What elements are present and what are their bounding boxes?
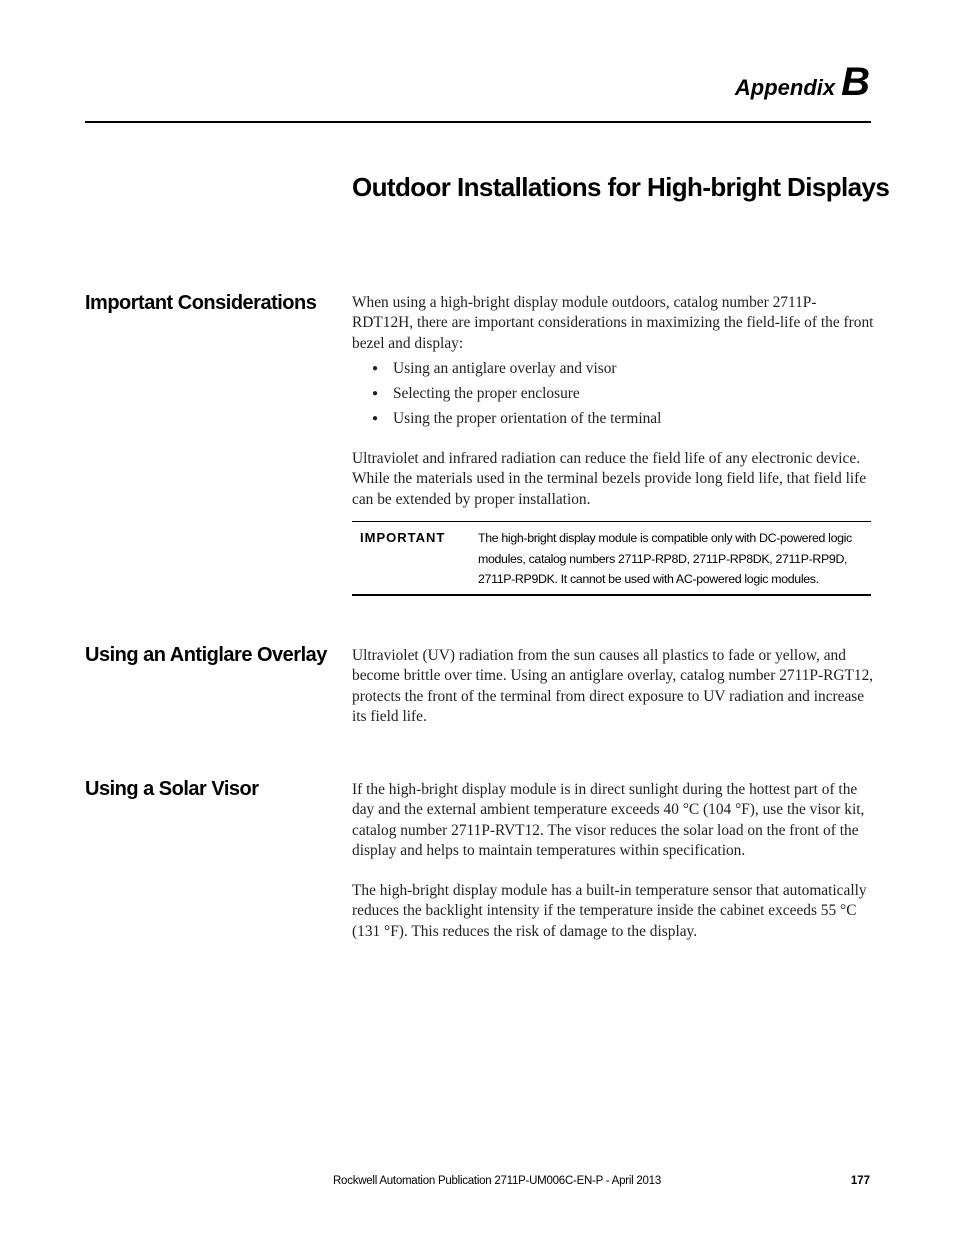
bullet-icon: ●	[372, 388, 379, 399]
page-title: Outdoor Installations for High-bright Displays	[352, 172, 890, 202]
list-item	[372, 356, 661, 381]
important-text: The high-bright display module is compatible only with DC-powered logic modules, catalog numbers 2711P-RP8D, 2711P-RP8DK, 2711P-RP9D, 2711P-RP9DK. It cannot be used with AC-powered logic modules.	[478, 531, 852, 586]
header-rule	[85, 121, 871, 123]
page-number: 177	[850, 1175, 870, 1187]
important-note-box	[352, 521, 871, 596]
paragraph-antiglare: Ultraviolet (UV) radiation from the sun causes all plastics to fade or yellow, and become brittle over time. Using an antiglare overlay, catalog number 2711P-RGT12, protects the front of the terminal from direct exposure to UV radiation and increase its field life.	[352, 647, 874, 725]
section-heading-antiglare-overlay: Using an Antiglare Overlay	[85, 644, 327, 666]
appendix-label	[735, 62, 870, 102]
section-heading-important-considerations: Important Considerations	[85, 292, 317, 314]
paragraph-visor: If the high-bright display module is in direct sunlight during the hottest part of the day and the external ambient temperature exceeds 40 °C (104 °F), use the visor kit, catalog number 2711P-RVT12. The visor reduces the solar load on the front of the display and helps to maintain temperatures within specification.	[352, 781, 865, 859]
footer-publication: Rockwell Automation Publication 2711P-UM006C-EN-P - April 2013	[333, 1175, 661, 1187]
section-heading-solar-visor: Using a Solar Visor	[85, 778, 259, 800]
appendix-letter: B	[841, 60, 870, 104]
bullet-icon: ●	[372, 363, 379, 374]
paragraph-intro: When using a high-bright display module outdoors, catalog number 2711P-RDT12H, there are important considerations in maximizing the field-life of the front bezel and display:	[352, 294, 874, 352]
appendix-word: Appendix	[734, 75, 836, 100]
considerations-list	[372, 356, 661, 431]
important-label: IMPORTANT	[360, 530, 446, 545]
list-item-text: Selecting the proper enclosure	[393, 385, 580, 402]
list-item	[372, 381, 661, 406]
paragraph-radiation: Ultraviolet and infrared radiation can reduce the field life of any electronic device. While the materials used in the terminal bezels provide long field life, that field life can be extended by proper installation.	[352, 450, 867, 508]
list-item-text: Using an antiglare overlay and visor	[393, 360, 617, 377]
list-item-text: Using the proper orientation of the terminal	[393, 410, 662, 427]
bullet-icon: ●	[372, 413, 379, 424]
paragraph-temperature-sensor: The high-bright display module has a built-in temperature sensor that automatically reduces the backlight intensity if the temperature inside the cabinet exceeds 55 °C (131 °F). This reduces the risk of damage to the display.	[352, 882, 867, 940]
list-item	[372, 406, 661, 431]
